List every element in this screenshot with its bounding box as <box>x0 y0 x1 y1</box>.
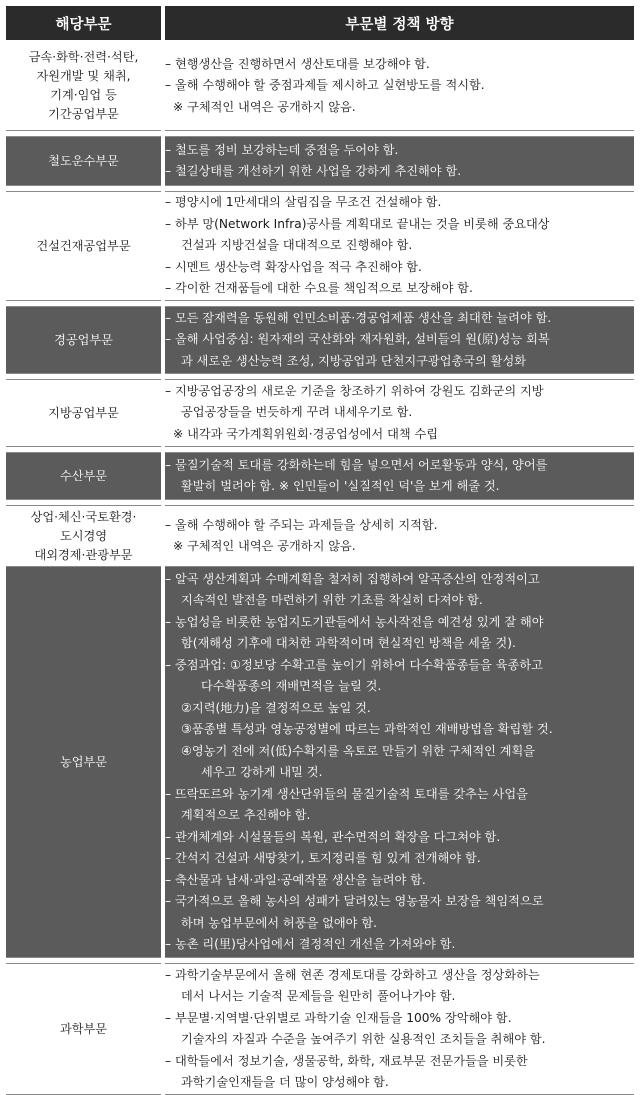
policy-line: 과 새로운 생산능력 조성, 지방공업과 단천지구광업총국의 활성화 <box>181 353 526 368</box>
policy-line: 데서 나서는 기술적 문제들을 원만히 풀어나가야 함. <box>181 989 456 1003</box>
sector-line: 대외경제·관광부문 <box>34 547 133 562</box>
table-row <box>6 192 634 301</box>
policy-table <box>6 6 634 1095</box>
policy-line: – 철도를 정비 보강하는데 중점을 두어야 함. <box>165 142 399 157</box>
sector-line: 상업·체신·국토환경· <box>30 509 137 524</box>
sector-cell <box>6 307 163 374</box>
table-row <box>6 453 634 500</box>
sector-line: 과학부문 <box>59 1021 108 1036</box>
note-line: ※ 내각과 국가계획위원회·경공업성에서 대책 수립 <box>173 426 439 441</box>
sector-line: 철도운수부문 <box>48 153 119 168</box>
table-row <box>6 307 634 374</box>
sector-line: 도시경영 <box>59 528 108 543</box>
sector-line: 수산부문 <box>59 468 108 483</box>
policy-line: – 현행생산을 진행하면서 생산토대를 보강해야 함. <box>165 56 430 71</box>
policy-line: – 대학들에서 정보기술, 생물공학, 화학, 재료부문 전문가들을 비롯한 <box>165 1053 528 1068</box>
policy-line: 공업공장들을 번듯하게 꾸려 내세우기로 함. <box>181 405 413 420</box>
sector-cell <box>6 453 163 500</box>
sector-cell <box>6 964 163 1095</box>
policy-line: – 농촌 리(里)당사업에서 결정적인 개선을 가져와야 함. <box>165 937 456 951</box>
sector-line: 농업부문 <box>59 754 108 769</box>
table-row <box>6 41 634 131</box>
policy-line: – 알곡 생산계획과 수매계획을 철저히 집행하여 알곡증산의 안정적이고 <box>165 571 540 586</box>
table-row <box>6 964 634 1095</box>
policy-line: – 축산물과 남새·과일·공예작물 생산을 늘려야 함. <box>165 872 426 887</box>
policy-cell <box>163 41 634 131</box>
policy-line: – 하부 망(Network Infra)공사를 계획대로 끝내는 것을 비롯해 중요대상 <box>165 216 550 231</box>
policy-line: – 올해 수행해야 할 중점과제들 제시하고 실현방도를 적시함. <box>165 78 485 93</box>
policy-line: 건설과 지방건설을 대대적으로 진행해야 함. <box>181 238 413 253</box>
sector-line: 자원개발 및 채취, <box>36 69 131 83</box>
policy-cell <box>163 506 634 567</box>
sector-line: 건설건재공업부문 <box>36 238 131 253</box>
sector-cell <box>6 567 163 958</box>
sector-cell <box>6 192 163 301</box>
policy-cell <box>163 307 634 374</box>
policy-line: ③품종별 특성과 영농공정별에 따르는 과학적인 재배방법을 확립할 것. <box>181 722 553 736</box>
sector-cell <box>6 380 163 447</box>
policy-cell <box>163 192 634 301</box>
policy-line: ④영농기 전에 저(低)수확지를 옥토로 만들기 위한 구체적인 계획을 <box>181 743 536 758</box>
note-line: ※ 구체적인 내역은 공개하지 않음. <box>173 99 356 114</box>
policy-line: ②지력(地力)을 결정적으로 높일 것. <box>181 700 371 715</box>
policy-line: – 국가적으로 올해 농사의 성패가 달려있는 영농물자 보장을 책임적으로 <box>165 894 544 908</box>
policy-line: 다수확품종의 재배면적을 늘릴 것. <box>201 679 382 693</box>
policy-line: – 철길상태를 개선하기 위한 사업을 강하게 추진해야 함. <box>165 164 462 178</box>
note-line: ※ 구체적인 내역은 공개하지 않음. <box>173 539 356 553</box>
policy-line: 계획적으로 추진해야 함. <box>181 808 311 822</box>
policy-line: 기술자의 자질과 수준을 높여주기 위한 실용적인 조치들을 취해야 함. <box>181 1032 546 1046</box>
policy-line: – 간석지 건설과 새땅찾기, 토지정리를 힘 있게 전개해야 함. <box>165 851 481 865</box>
table-row <box>6 380 634 447</box>
policy-line: – 과학기술부문에서 올해 현존 경제토대를 강화하고 생산을 정상화하는 <box>165 967 540 982</box>
policy-cell <box>163 137 634 186</box>
policy-line: 세우고 강하게 내밀 것. <box>201 765 323 779</box>
policy-line: – 중점과업: ①정보당 수확고를 높이기 위하여 다수확품종들을 육종하고 <box>165 657 543 672</box>
table-row <box>6 567 634 958</box>
policy-line: – 지방공업공장의 새로운 기준을 창조하기 위하여 강원도 김화군의 지방 <box>165 383 544 398</box>
policy-line: – 물질기술적 토대를 강화하는데 힘을 넣으면서 어로활동과 양식, 양어를 <box>165 457 548 472</box>
policy-line: – 관개체계와 시설물들의 복원, 관수면적의 확장을 다그쳐야 함. <box>165 829 501 844</box>
table-header-row <box>6 6 634 41</box>
policy-cell <box>163 964 634 1095</box>
policy-line: – 각이한 건재품들에 대한 수요를 책임적으로 보장해야 함. <box>165 281 473 296</box>
policy-line: – 올해 수행해야 할 주되는 과제들을 상세히 지적함. <box>165 517 438 532</box>
sector-line: 경공업부문 <box>54 332 113 347</box>
policy-line: – 뜨락또르와 농기계 생산단위들의 물질기술적 토대를 갖추는 사업을 <box>165 786 528 801</box>
policy-line: 하며 농업부문에서 허풍을 없애야 함. <box>181 915 377 930</box>
policy-cell <box>163 380 634 447</box>
header-sector: 해당부문 <box>6 6 163 41</box>
sector-line: 기계·임업 등 <box>50 88 117 102</box>
policy-cell <box>163 453 634 500</box>
sector-cell <box>6 41 163 131</box>
header-policy: 부문별 정책 방향 <box>163 6 634 41</box>
policy-line: – 올해 사업중심: 원자재의 국산화와 재자원화, 설비들의 원(原)성능 회복 <box>165 332 550 347</box>
sector-line: 지방공업부문 <box>48 405 119 420</box>
table-row <box>6 137 634 186</box>
sector-cell <box>6 137 163 186</box>
table-row <box>6 506 634 567</box>
policy-line: 지속적인 발전을 마련하기 위한 기초를 착실히 다져야 함. <box>181 593 483 607</box>
policy-cell <box>163 567 634 958</box>
policy-line: – 평양시에 1만세대의 살림집을 무조건 건설해야 함. <box>165 195 442 210</box>
policy-line: – 부문별·지역별·단위별로 과학기술 인재들을 100% 장악해야 함. <box>165 1010 512 1025</box>
policy-line: – 모든 잠재력을 동원해 인민소비품·경공업제품 생산을 최대한 늘려야 함. <box>165 310 552 325</box>
sector-cell <box>6 506 163 567</box>
policy-line: – 시멘트 생산능력 확장사업을 적극 추진해야 함. <box>165 259 422 274</box>
policy-line: 활발히 벌려야 함. ※ 인민들이 '실질적인 덕'을 보게 해줄 것. <box>181 479 500 493</box>
sector-line: 금속·화학·전력·석탄, <box>28 50 139 64</box>
policy-line: 과학기술인재들을 더 많이 양성해야 함. <box>181 1075 389 1089</box>
policy-line: – 농업성을 비롯한 농업지도기관들에서 농사작전을 예견성 있게 잘 해야 <box>165 614 544 629</box>
sector-line: 기간공업부문 <box>48 107 119 121</box>
policy-line: 함(재해성 기후에 대처한 과학적이며 현실적인 방책을 세울 것). <box>181 636 516 650</box>
